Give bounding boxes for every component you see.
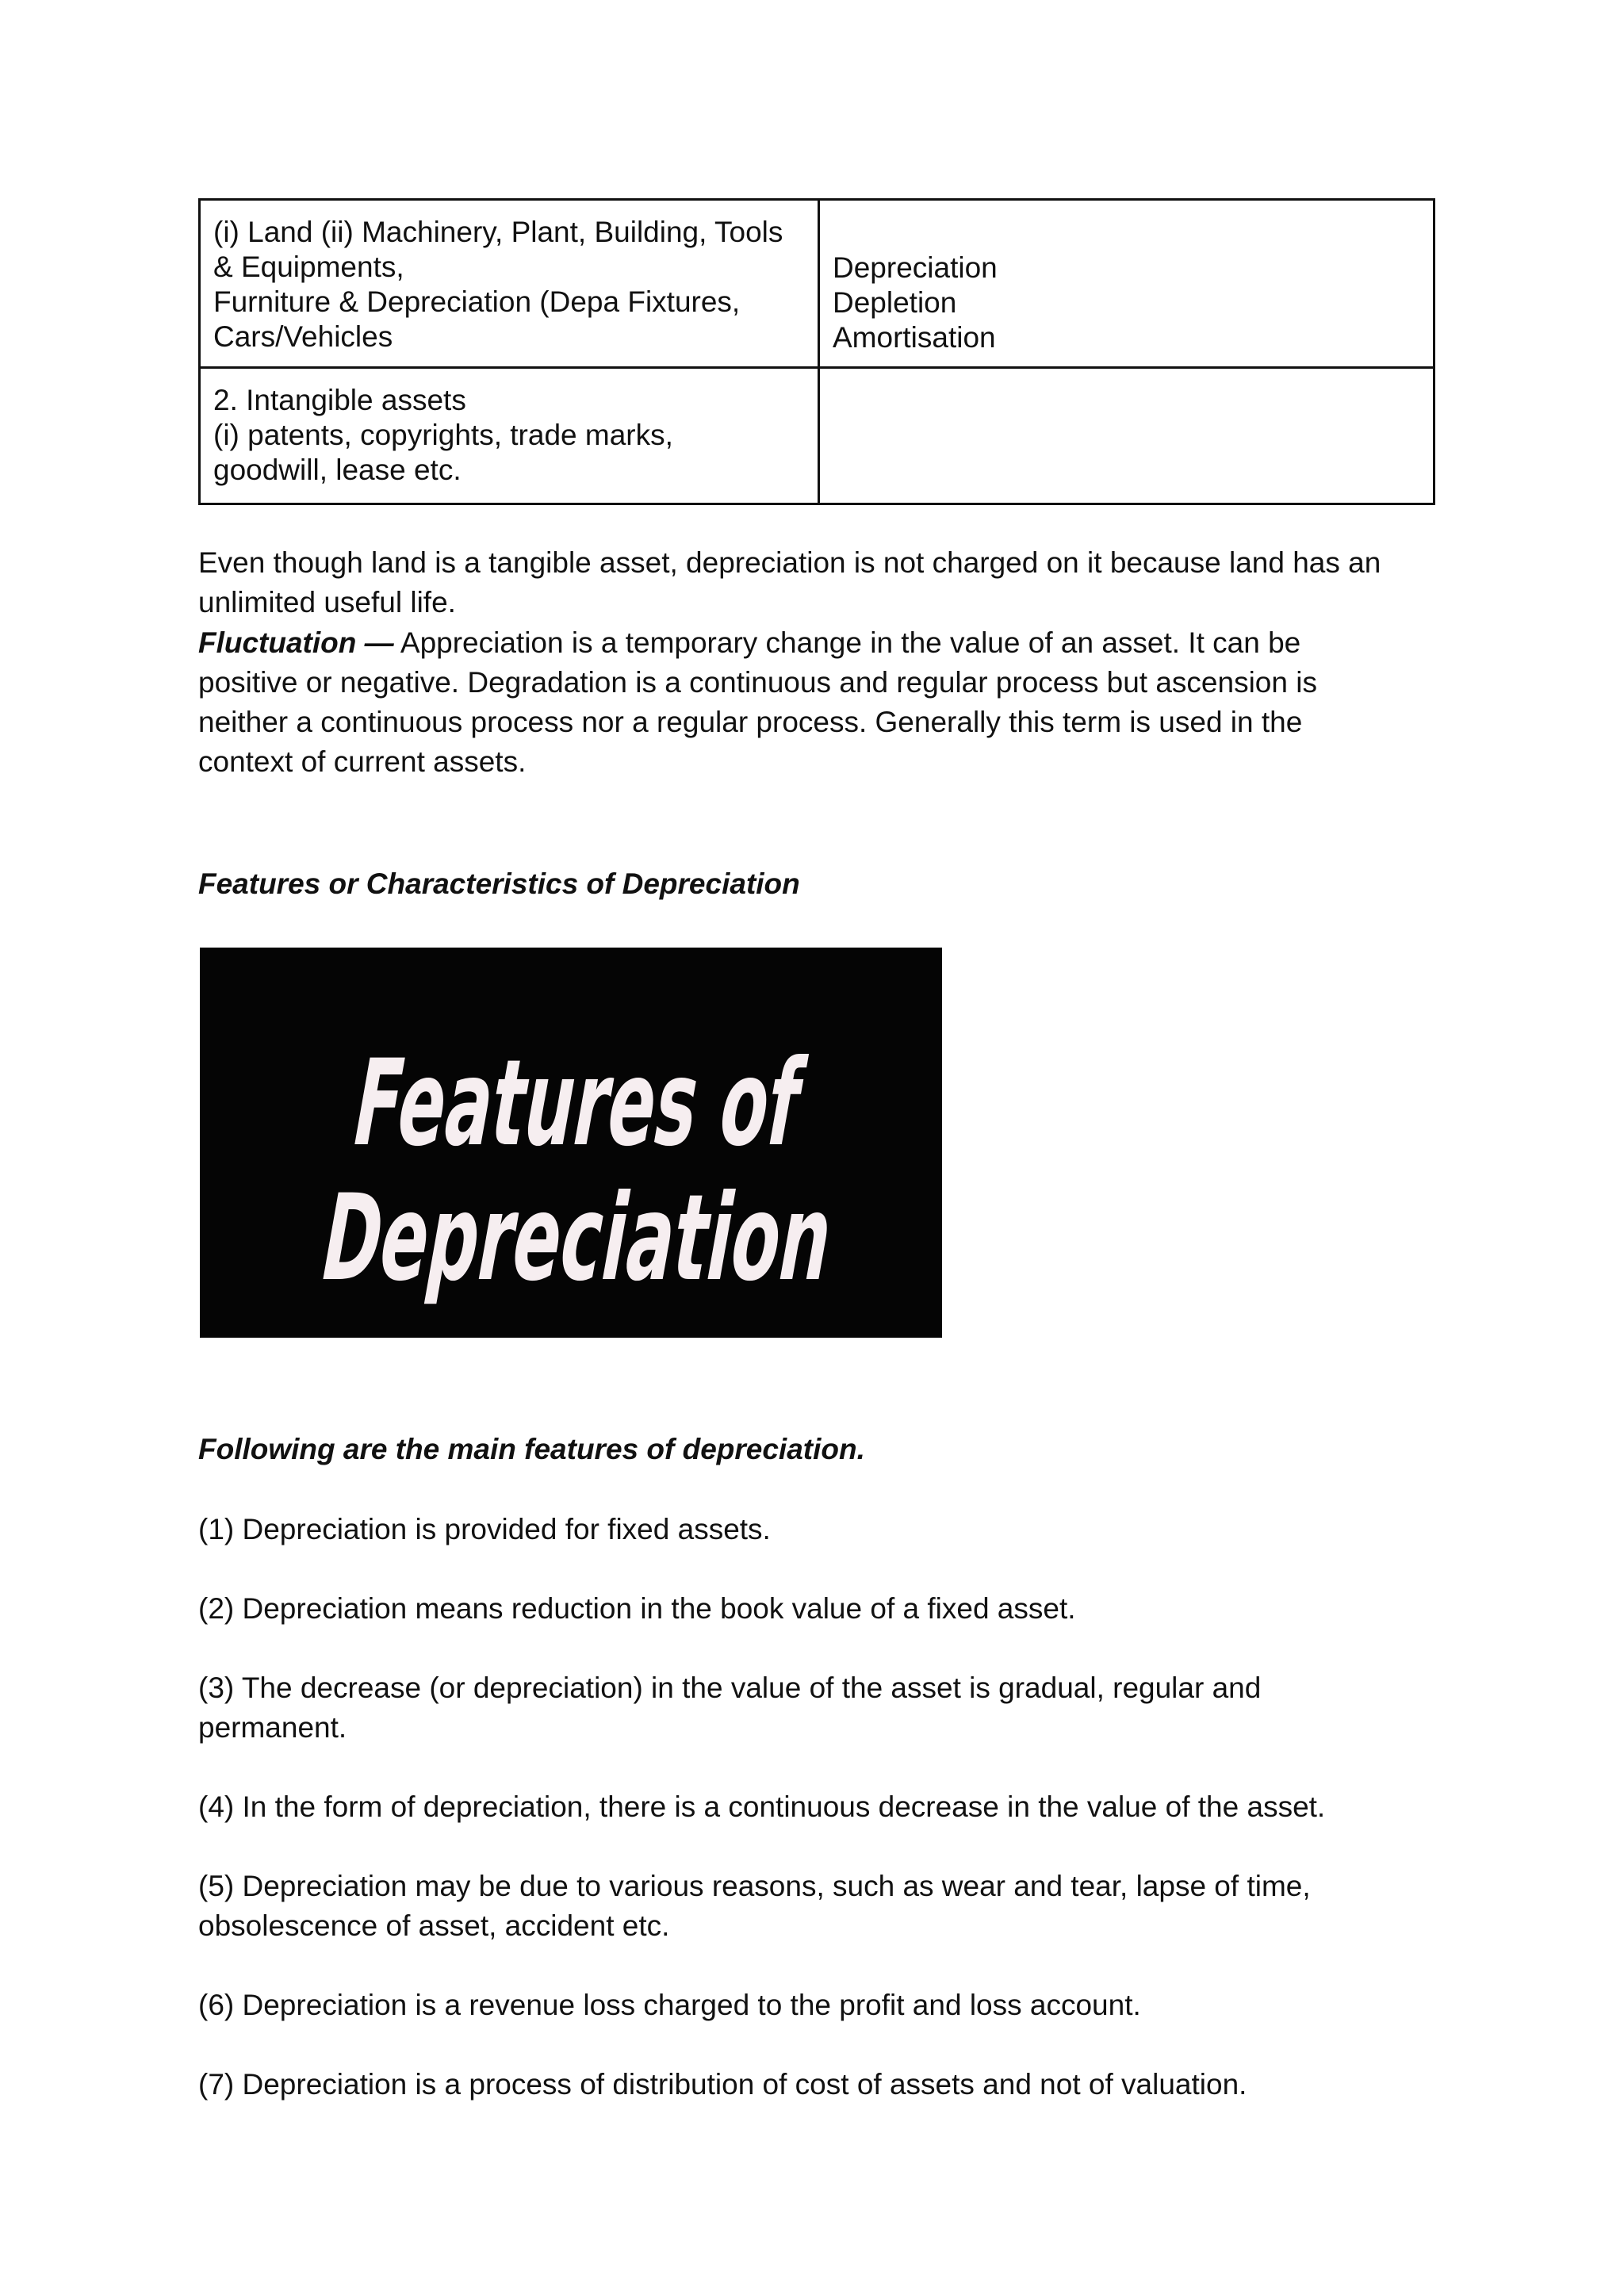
features-list — [198, 1510, 1435, 2144]
text-line: (1) Depreciation is provided for fixed assets. — [198, 1513, 771, 1545]
text-line: (2) Depreciation means reduction in the book value of a fixed asset. — [198, 1592, 1076, 1625]
text-line: neither a continuous process nor a regular process. Generally this term is used in the — [198, 706, 1303, 738]
features-intro: Following are the main features of depreciation. — [198, 1433, 865, 1465]
text-line: Even though land is a tangible asset, depreciation is not charged on it because land has an — [198, 546, 1381, 579]
list-item — [198, 1668, 1435, 1748]
text-line: (6) Depreciation is a revenue loss charged to the profit and loss account. — [198, 1989, 1141, 2021]
cell-line: goodwill, lease etc. — [213, 454, 462, 486]
fluctuation-term: Fluctuation — — [198, 626, 394, 659]
table-cell-method — [819, 200, 1434, 368]
text-line: obsolescence of asset, accident etc. — [198, 1909, 670, 1942]
text-line — [198, 623, 1317, 663]
cell-line: Depreciation — [833, 251, 998, 284]
cell-line: (i) Land (ii) Machinery, Plant, Building, Tools — [213, 216, 783, 248]
banner-line-1: Features of — [343, 1034, 1132, 1173]
text-line: (3) The decrease (or depreciation) in the value of the asset is gradual, regular and — [198, 1672, 1262, 1704]
banner-line-2: Depreciation — [311, 1169, 1196, 1308]
text-line: positive or negative. Degradation is a continuous and regular process but ascension is — [198, 666, 1317, 699]
cell-line: (i) patents, copyrights, trade marks, — [213, 419, 673, 451]
list-item — [198, 1589, 1435, 1629]
text-line: unlimited useful life. — [198, 586, 456, 618]
document-page — [198, 198, 1435, 2101]
cell-line: Amortisation — [833, 321, 996, 354]
list-item — [198, 1986, 1435, 2025]
list-item — [198, 1787, 1435, 1827]
table-cell-assets — [200, 200, 819, 368]
text-line: (5) Depreciation may be due to various reasons, such as wear and tear, lapse of time, — [198, 1870, 1311, 1902]
fluctuation-paragraph — [198, 623, 1317, 782]
land-paragraph — [198, 543, 1381, 622]
text-line: (7) Depreciation is a process of distribution of cost of assets and not of valuation. — [198, 2068, 1247, 2101]
cell-line: Furniture & Depreciation (Depa Fixtures, — [213, 285, 741, 318]
list-item — [198, 1510, 1435, 1549]
features-heading: Features or Characteristics of Depreciation — [198, 867, 800, 900]
fluctuation-text: Appreciation is a temporary change in the value of an asset. It can be — [393, 626, 1301, 659]
cell-line: 2. Intangible assets — [213, 384, 466, 416]
features-banner-image — [200, 948, 1196, 1338]
table-cell-empty — [819, 368, 1434, 504]
list-item — [198, 2065, 1435, 2104]
cell-line: & Equipments, — [213, 251, 404, 283]
table-row — [200, 368, 1434, 504]
cell-line: Depletion — [833, 286, 957, 319]
asset-table — [198, 198, 1435, 505]
text-line: context of current assets. — [198, 745, 527, 778]
table-cell-assets — [200, 368, 819, 504]
text-line: (4) In the form of depreciation, there is a continuous decrease in the value of the asset. — [198, 1790, 1326, 1823]
list-item — [198, 1867, 1435, 1946]
text-line: permanent. — [198, 1711, 347, 1744]
banner-graphic — [200, 948, 1196, 1338]
cell-line: Cars/Vehicles — [213, 320, 393, 353]
table-row — [200, 200, 1434, 368]
